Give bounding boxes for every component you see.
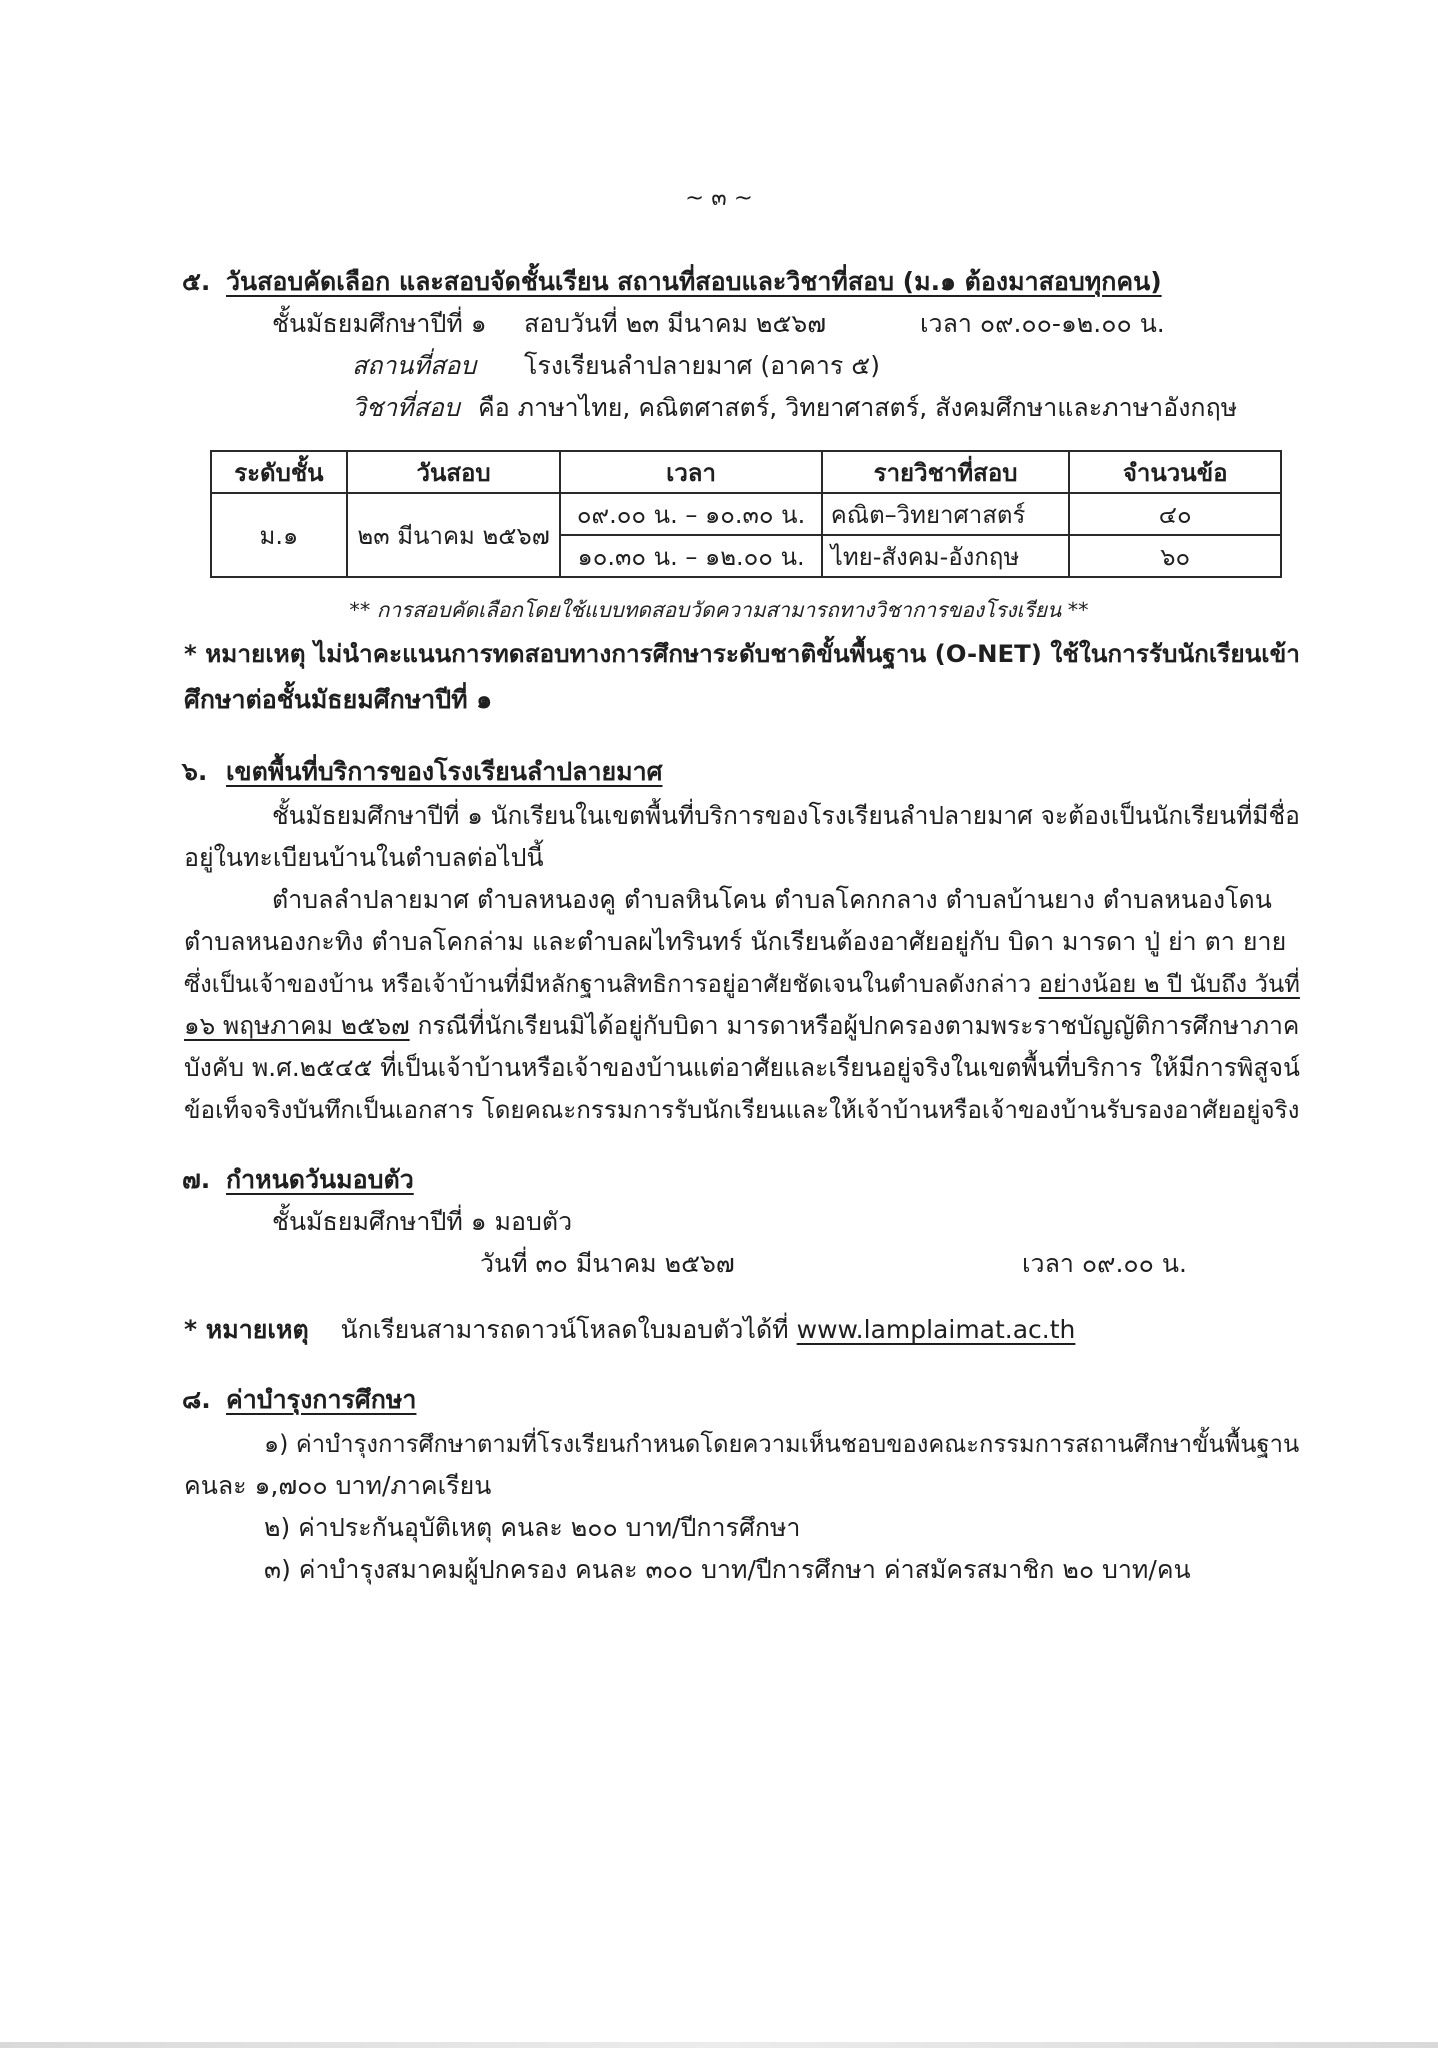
section-8-heading: ค่าบำรุงการศึกษา	[226, 1385, 417, 1414]
service-area-subdistricts-line-1: ตำบลลำปลายมาศ ตำบลหนองคู ตำบลหินโคน ตำบลโคกกลาง ตำบลบ้านยาง ตำบลหนองโดน	[272, 885, 1272, 914]
exam-subjects-value: คือ ภาษาไทย, คณิตศาสตร์, วิทยาศาสตร์, สังคมศึกษาและภาษาอังกฤษ	[478, 393, 1238, 422]
table-note: ** การสอบคัดเลือกโดยใช้แบบทดสอบวัดความสามารถทางวิชาการของโรงเรียน **	[349, 598, 1089, 622]
section-5-heading: วันสอบคัดเลือก และสอบจัดชั้นเรียน สถานที่สอบและวิชาที่สอบ (ม.๑ ต้องมาสอบทุกคน)	[226, 267, 1162, 296]
table-cell-time: ๐๙.๐๐ น. – ๑๐.๓๐ น.	[560, 493, 821, 535]
service-area-paragraph-line-6: ข้อเท็จจริงบันทึกเป็นเอกสาร โดยคณะกรรมการรับนักเรียนและให้เจ้าบ้านหรือเจ้าของบ้านรับรองอาศัยอยู่จริง	[184, 1096, 1300, 1124]
scan-edge	[0, 2042, 1438, 2048]
exam-date: สอบวันที่ ๒๓ มีนาคม ๒๕๖๗	[524, 309, 827, 338]
download-remark-text: นักเรียนสามารถดาวน์โหลดใบมอบตัวได้ที่	[340, 1315, 789, 1344]
table-cell-subject: ไทย-สังคม-อังกฤษ	[822, 535, 1070, 577]
service-area-paragraph-1-line-2: อยู่ในทะเบียนบ้านในตำบลต่อไปนี้	[184, 843, 544, 872]
service-area-subdistricts-line-2: ตำบลหนองกะทิง ตำบลโคกล่าม และตำบลผไทรินทร์ นักเรียนต้องอาศัยอยู่กับ บิดา มารดา ปู่ ย่า ตา ยาย	[184, 927, 1287, 956]
table-header: วันสอบ	[347, 451, 561, 493]
onet-remark-line-2: ศึกษาต่อชั้นมัธยมศึกษาปีที่ ๑	[184, 685, 493, 714]
download-remark-label: * หมายเหตุ	[184, 1315, 309, 1344]
section-7-number: ๗.	[182, 1165, 211, 1194]
fee-item-1-line-2: คนละ ๑,๗๐๐ บาท/ภาคเรียน	[184, 1471, 492, 1500]
residence-condition-text: ซึ่งเป็นเจ้าของบ้าน หรือเจ้าบ้านที่มีหลักฐานสิทธิการอยู่อาศัยชัดเจนในตำบลดังกล่าว	[184, 970, 1032, 998]
section-6-number: ๖.	[182, 757, 208, 786]
exam-schedule-table	[210, 450, 1282, 578]
exam-place-label: สถานที่สอบ	[352, 351, 477, 380]
table-header: ระดับชั้น	[211, 451, 347, 493]
table-header: จำนวนข้อ	[1069, 451, 1281, 493]
table-row	[211, 493, 1281, 535]
exam-subjects-label: วิชาที่สอบ	[352, 393, 460, 422]
table-header: รายวิชาที่สอบ	[822, 451, 1070, 493]
table-cell-count: ๖๐	[1069, 535, 1281, 577]
cutoff-date: ๑๖ พฤษภาคม ๒๕๖๗	[184, 1011, 410, 1040]
table-header: เวลา	[560, 451, 821, 493]
download-remark	[184, 1314, 1075, 1346]
section-6-heading: เขตพื้นที่บริการของโรงเรียนลำปลายมาศ	[226, 757, 663, 786]
reporting-date: วันที่ ๓๐ มีนาคม ๒๕๖๗	[480, 1249, 735, 1278]
table-cell-level: ม.๑	[211, 493, 347, 577]
onet-remark-line-1: * หมายเหตุ ไม่นำคะแนนการทดสอบทางการศึกษาระดับชาติขั้นพื้นฐาน (O-NET) ใช้ในการรับนักเรียนเข้า	[184, 639, 1300, 668]
table-cell-time: ๑๐.๓๐ น. – ๑๒.๐๐ น.	[560, 535, 821, 577]
exam-level: ชั้นมัธยมศึกษาปีที่ ๑	[272, 309, 487, 338]
table-cell-subject: คณิต–วิทยาศาสตร์	[822, 493, 1070, 535]
exam-time: เวลา ๐๙.๐๐-๑๒.๐๐ น.	[920, 309, 1165, 338]
reporting-level: ชั้นมัธยมศึกษาปีที่ ๑ มอบตัว	[272, 1207, 573, 1236]
table-cell-count: ๔๐	[1069, 493, 1281, 535]
exam-place-value: โรงเรียนลำปลายมาศ (อาคาร ๕)	[524, 351, 880, 380]
section-8-number: ๘.	[182, 1385, 211, 1414]
table-cell-date: ๒๓ มีนาคม ๒๕๖๗	[347, 493, 561, 577]
page-number: ~ ๓ ~	[685, 185, 753, 211]
residence-duration-text: อย่างน้อย ๒ ปี นับถึง วันที่	[1038, 970, 1300, 998]
fee-item-1-line-1: ๑) ค่าบำรุงการศึกษาตามที่โรงเรียนกำหนดโดยความเห็นชอบของคณะกรรมการสถานศึกษาขั้นพื้นฐาน	[264, 1430, 1300, 1458]
service-area-paragraph-1-line-1: ชั้นมัธยมศึกษาปีที่ ๑ นักเรียนในเขตพื้นที่บริการของโรงเรียนลำปลายมาศ จะต้องเป็นนักเรียนที่มีชื่อ	[272, 801, 1300, 830]
service-area-cutoff-line	[184, 1010, 1299, 1042]
service-area-paragraph-line-5: บังคับ พ.ศ.๒๕๔๕ ที่เป็นเจ้าบ้านหรือเจ้าของบ้านแต่อาศัยและเรียนอยู่จริงในเขตพื้นที่บริการ ให้มีการพิสูจน์	[184, 1053, 1300, 1082]
section-7-heading: กำหนดวันมอบตัว	[226, 1165, 414, 1194]
fee-item-3: ๓) ค่าบำรุงสมาคมผู้ปกครอง คนละ ๓๐๐ บาท/ปีการศึกษา ค่าสมัครสมาชิก ๒๐ บาท/คน	[264, 1555, 1191, 1584]
table-header-row	[211, 451, 1281, 493]
section-5-number: ๕.	[182, 267, 211, 296]
school-website-link[interactable]: www.lamplaimat.ac.th	[796, 1315, 1076, 1344]
fee-item-2: ๒) ค่าประกันอุบัติเหตุ คนละ ๒๐๐ บาท/ปีการศึกษา	[264, 1513, 801, 1542]
reporting-time: เวลา ๐๙.๐๐ น.	[1022, 1249, 1187, 1278]
guardian-condition-text: กรณีที่นักเรียนมิได้อยู่กับบิดา มารดาหรือผู้ปกครองตามพระราชบัญญัติการศึกษาภาค	[417, 1011, 1300, 1040]
service-area-residence-line	[184, 968, 1300, 1000]
